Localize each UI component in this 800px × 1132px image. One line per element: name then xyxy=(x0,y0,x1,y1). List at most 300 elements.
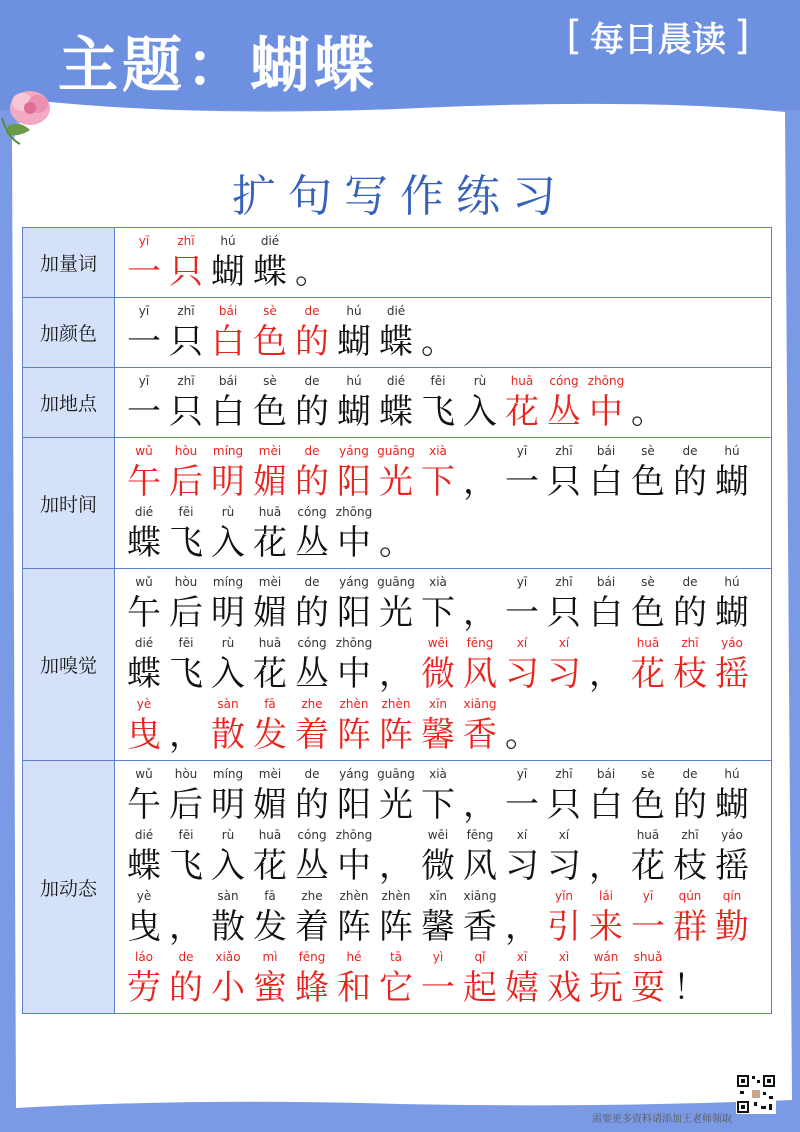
sentence-cell xyxy=(115,228,771,297)
expansion-table xyxy=(22,227,772,1014)
pinyin: xì xyxy=(558,950,570,964)
hanzi: 的 xyxy=(295,593,329,633)
character xyxy=(375,372,417,433)
hanzi: 下 xyxy=(421,785,455,825)
character xyxy=(165,302,207,363)
hanzi: 丛 xyxy=(295,523,329,563)
hanzi: 的 xyxy=(295,785,329,825)
hanzi: 入 xyxy=(211,523,245,563)
character xyxy=(375,765,417,826)
pinyin: xí xyxy=(516,636,528,650)
pinyin: zhī xyxy=(177,304,195,318)
footer-note: 需要更多资料请添加王老师领取 xyxy=(592,1114,732,1125)
character xyxy=(585,887,627,948)
hanzi: 习 xyxy=(547,654,581,694)
pinyin: zhèn xyxy=(381,697,411,711)
hanzi: ， xyxy=(589,846,623,886)
hanzi: 飞 xyxy=(169,846,203,886)
pinyin: guāng xyxy=(377,444,415,458)
character xyxy=(165,372,207,433)
character xyxy=(165,573,207,634)
character xyxy=(669,634,711,695)
hanzi: 一 xyxy=(127,322,161,362)
character xyxy=(375,302,417,363)
hanzi: 蜜 xyxy=(253,968,287,1008)
pinyin: bái xyxy=(218,304,238,318)
character xyxy=(333,372,375,433)
pinyin: yī xyxy=(642,889,654,903)
character xyxy=(375,948,417,1009)
character xyxy=(585,948,627,1009)
character xyxy=(291,887,333,948)
pinyin: zhe xyxy=(301,889,323,903)
sentence-line xyxy=(123,887,765,948)
hanzi: ！ xyxy=(673,968,707,1008)
hanzi: 飞 xyxy=(169,654,203,694)
row-label: 加量词 xyxy=(23,228,115,297)
sentence-line xyxy=(123,372,765,433)
hanzi: 香 xyxy=(463,907,497,947)
hanzi: 的 xyxy=(673,462,707,502)
pinyin: bái xyxy=(596,767,616,781)
hanzi: 丛 xyxy=(295,654,329,694)
pinyin: hú xyxy=(724,444,740,458)
character xyxy=(375,573,417,634)
character xyxy=(501,695,543,756)
pinyin: fēng xyxy=(298,950,326,964)
character xyxy=(291,765,333,826)
character xyxy=(543,372,585,433)
pinyin: hú xyxy=(346,374,362,388)
hanzi: 一 xyxy=(127,252,161,292)
flower-decoration-icon xyxy=(0,78,60,148)
hanzi: 花 xyxy=(631,654,665,694)
hanzi: 蝶 xyxy=(127,654,161,694)
hanzi: ， xyxy=(169,715,203,755)
pinyin: yáng xyxy=(339,767,369,781)
hanzi: 的 xyxy=(673,593,707,633)
character xyxy=(207,372,249,433)
hanzi: 阳 xyxy=(337,593,371,633)
hanzi: 微 xyxy=(421,846,455,886)
pinyin: zhōng xyxy=(335,636,373,650)
character xyxy=(669,948,711,1009)
pinyin: hú xyxy=(724,767,740,781)
pinyin: zhī xyxy=(681,828,699,842)
pinyin: cóng xyxy=(549,374,579,388)
pinyin: míng xyxy=(212,444,244,458)
hanzi: 白 xyxy=(589,785,623,825)
character xyxy=(585,372,627,433)
character xyxy=(375,887,417,948)
character xyxy=(249,232,291,293)
hanzi: 后 xyxy=(169,462,203,502)
character xyxy=(417,887,459,948)
hanzi: 色 xyxy=(253,392,287,432)
sentence-line xyxy=(123,634,765,695)
pinyin: huā xyxy=(510,374,534,388)
hanzi: 只 xyxy=(169,252,203,292)
hanzi: 色 xyxy=(631,785,665,825)
qr-code-icon xyxy=(736,1074,776,1114)
character xyxy=(249,634,291,695)
sentence-line xyxy=(123,302,765,363)
pinyin: de xyxy=(682,575,698,589)
hanzi: 蝶 xyxy=(379,322,413,362)
sentence-cell xyxy=(115,298,771,367)
sentence-line xyxy=(123,503,765,564)
character xyxy=(543,442,585,503)
character xyxy=(333,695,375,756)
character xyxy=(459,442,501,503)
sentence-line xyxy=(123,442,765,503)
character xyxy=(459,887,501,948)
hanzi: 和 xyxy=(337,968,371,1008)
character xyxy=(123,765,165,826)
pinyin: fēi xyxy=(178,636,194,650)
character xyxy=(123,503,165,564)
character xyxy=(333,634,375,695)
pinyin: wēi xyxy=(427,828,449,842)
pinyin: zhèn xyxy=(339,889,369,903)
hanzi: 习 xyxy=(505,654,539,694)
character xyxy=(627,442,669,503)
hanzi: 曳 xyxy=(127,715,161,755)
hanzi: 来 xyxy=(589,907,623,947)
hanzi: 中 xyxy=(589,392,623,432)
pinyin: rù xyxy=(221,505,235,519)
character xyxy=(669,826,711,887)
character xyxy=(711,442,753,503)
row-label: 加颜色 xyxy=(23,298,115,367)
hanzi: 蝴 xyxy=(715,462,749,502)
character xyxy=(291,634,333,695)
pinyin: míng xyxy=(212,575,244,589)
daily-reading-badge xyxy=(554,10,762,62)
character xyxy=(123,634,165,695)
character xyxy=(165,503,207,564)
hanzi: 明 xyxy=(211,593,245,633)
character xyxy=(291,442,333,503)
hanzi: 蝴 xyxy=(715,593,749,633)
pinyin: fēi xyxy=(430,374,446,388)
character xyxy=(375,634,417,695)
pinyin: sàn xyxy=(217,697,239,711)
hanzi: 中 xyxy=(337,654,371,694)
pinyin: cóng xyxy=(297,828,327,842)
hanzi: 阳 xyxy=(337,785,371,825)
character xyxy=(585,826,627,887)
hanzi: 摇 xyxy=(715,654,749,694)
hanzi: 馨 xyxy=(421,907,455,947)
hanzi: 蝶 xyxy=(379,392,413,432)
pinyin: zhōng xyxy=(335,505,373,519)
hanzi: 后 xyxy=(169,593,203,633)
pinyin: huā xyxy=(258,505,282,519)
hanzi: 媚 xyxy=(253,785,287,825)
character xyxy=(375,442,417,503)
hanzi: ， xyxy=(505,907,539,947)
pinyin: zhī xyxy=(177,234,195,248)
hanzi: 花 xyxy=(253,846,287,886)
character xyxy=(249,302,291,363)
pinyin: wǔ xyxy=(135,444,153,458)
sentence-line xyxy=(123,948,765,1009)
hanzi: 午 xyxy=(127,785,161,825)
pinyin: yī xyxy=(138,234,150,248)
pinyin: fēi xyxy=(178,828,194,842)
character xyxy=(291,573,333,634)
hanzi: 一 xyxy=(631,907,665,947)
character xyxy=(417,442,459,503)
row-label: 加地点 xyxy=(23,368,115,437)
pinyin: de xyxy=(682,444,698,458)
character xyxy=(123,372,165,433)
hanzi: 光 xyxy=(379,785,413,825)
hanzi: 只 xyxy=(547,462,581,502)
character xyxy=(333,948,375,1009)
hanzi: 它 xyxy=(379,968,413,1008)
pinyin: wǔ xyxy=(135,767,153,781)
hanzi: 风 xyxy=(463,654,497,694)
pinyin: sàn xyxy=(217,889,239,903)
hanzi: 白 xyxy=(211,392,245,432)
pinyin: xí xyxy=(558,636,570,650)
pinyin: dié xyxy=(386,374,406,388)
hanzi: 嬉 xyxy=(505,968,539,1008)
hanzi: 蝶 xyxy=(127,523,161,563)
pinyin: hòu xyxy=(174,444,198,458)
pinyin: de xyxy=(178,950,194,964)
character xyxy=(333,826,375,887)
hanzi: 蝶 xyxy=(127,846,161,886)
pinyin: zhī xyxy=(177,374,195,388)
pinyin: yáo xyxy=(721,828,743,842)
character xyxy=(543,826,585,887)
character xyxy=(123,695,165,756)
sentence-cell xyxy=(115,368,771,437)
hanzi: 着 xyxy=(295,715,329,755)
character xyxy=(291,503,333,564)
hanzi: 飞 xyxy=(421,392,455,432)
pinyin: zhī xyxy=(555,767,573,781)
hanzi: 。 xyxy=(295,252,329,292)
hanzi: 发 xyxy=(253,715,287,755)
hanzi: 丛 xyxy=(547,392,581,432)
hanzi: 的 xyxy=(295,322,329,362)
character xyxy=(333,765,375,826)
pinyin: xī xyxy=(516,950,528,964)
hanzi: 色 xyxy=(253,322,287,362)
hanzi: 蜂 xyxy=(295,968,329,1008)
hanzi: 午 xyxy=(127,593,161,633)
character xyxy=(375,503,417,564)
character xyxy=(585,573,627,634)
character xyxy=(333,503,375,564)
hanzi: 散 xyxy=(211,907,245,947)
hanzi: ， xyxy=(379,846,413,886)
pinyin: wán xyxy=(593,950,619,964)
character xyxy=(249,442,291,503)
pinyin: de xyxy=(304,444,320,458)
pinyin: mì xyxy=(262,950,278,964)
character xyxy=(669,765,711,826)
hanzi: 花 xyxy=(253,654,287,694)
character xyxy=(711,573,753,634)
pinyin: sè xyxy=(641,575,655,589)
character xyxy=(207,695,249,756)
character xyxy=(459,573,501,634)
character xyxy=(207,503,249,564)
pinyin: guāng xyxy=(377,767,415,781)
character xyxy=(543,948,585,1009)
hanzi: 曳 xyxy=(127,907,161,947)
pinyin: guāng xyxy=(377,575,415,589)
pinyin: hú xyxy=(220,234,236,248)
hanzi: 的 xyxy=(169,968,203,1008)
pinyin: zhōng xyxy=(587,374,625,388)
character xyxy=(123,887,165,948)
hanzi: 发 xyxy=(253,907,287,947)
hanzi: ， xyxy=(379,654,413,694)
pinyin: yáng xyxy=(339,575,369,589)
pinyin: zhī xyxy=(555,444,573,458)
character xyxy=(207,573,249,634)
character xyxy=(333,302,375,363)
character xyxy=(543,634,585,695)
pinyin: huā xyxy=(258,828,282,842)
character xyxy=(249,887,291,948)
table-row xyxy=(23,437,771,568)
character xyxy=(207,232,249,293)
character xyxy=(627,948,669,1009)
hanzi: 馨 xyxy=(421,715,455,755)
sentence-line xyxy=(123,573,765,634)
pinyin: qín xyxy=(722,889,742,903)
character xyxy=(543,887,585,948)
hanzi: 。 xyxy=(421,322,455,362)
pinyin: yī xyxy=(516,444,528,458)
pinyin: rù xyxy=(473,374,487,388)
hanzi: 后 xyxy=(169,785,203,825)
character xyxy=(165,765,207,826)
hanzi: 劳 xyxy=(127,968,161,1008)
hanzi: 一 xyxy=(127,392,161,432)
hanzi: 引 xyxy=(547,907,581,947)
pinyin: xí xyxy=(558,828,570,842)
pinyin: dié xyxy=(260,234,280,248)
character xyxy=(291,372,333,433)
badge-left-bracket: [ xyxy=(566,13,582,59)
sentence-cell xyxy=(115,438,771,568)
sentence-line xyxy=(123,695,765,756)
pinyin: hòu xyxy=(174,575,198,589)
hanzi: 香 xyxy=(463,715,497,755)
character xyxy=(417,765,459,826)
hanzi: 明 xyxy=(211,462,245,502)
pinyin: zhe xyxy=(301,697,323,711)
character xyxy=(627,887,669,948)
pinyin: tā xyxy=(389,950,403,964)
pinyin: yǐn xyxy=(554,889,574,903)
hanzi: 阵 xyxy=(379,907,413,947)
hanzi: 风 xyxy=(463,846,497,886)
character xyxy=(501,887,543,948)
character xyxy=(459,372,501,433)
pinyin: zhī xyxy=(555,575,573,589)
pinyin: zhī xyxy=(681,636,699,650)
pinyin: qún xyxy=(678,889,702,903)
character xyxy=(249,826,291,887)
character xyxy=(669,887,711,948)
character xyxy=(291,948,333,1009)
hanzi: 耍 xyxy=(631,968,665,1008)
pinyin: xiāng xyxy=(463,697,497,711)
hanzi: 微 xyxy=(421,654,455,694)
hanzi: ， xyxy=(463,462,497,502)
character xyxy=(711,634,753,695)
character xyxy=(501,634,543,695)
hanzi: ， xyxy=(463,593,497,633)
pinyin: cóng xyxy=(297,505,327,519)
character xyxy=(123,232,165,293)
pinyin: yáng xyxy=(339,444,369,458)
hanzi: 只 xyxy=(547,593,581,633)
pinyin: sè xyxy=(263,304,277,318)
hanzi: 起 xyxy=(463,968,497,1008)
pinyin: qǐ xyxy=(474,950,486,964)
hanzi: 枝 xyxy=(673,654,707,694)
pinyin: xīn xyxy=(428,697,448,711)
character xyxy=(417,302,459,363)
character xyxy=(207,634,249,695)
character xyxy=(627,573,669,634)
character xyxy=(417,573,459,634)
hanzi: 色 xyxy=(631,593,665,633)
badge-right-bracket: ] xyxy=(734,13,750,59)
character xyxy=(165,887,207,948)
character xyxy=(417,695,459,756)
character xyxy=(501,826,543,887)
pinyin: xí xyxy=(516,828,528,842)
character xyxy=(249,372,291,433)
pinyin: yè xyxy=(136,697,152,711)
character xyxy=(123,302,165,363)
hanzi: 媚 xyxy=(253,593,287,633)
character xyxy=(165,634,207,695)
character xyxy=(249,695,291,756)
character xyxy=(207,887,249,948)
hanzi: 蝴 xyxy=(337,322,371,362)
pinyin: xià xyxy=(429,575,447,589)
pinyin: zhèn xyxy=(339,697,369,711)
pinyin: yī xyxy=(516,575,528,589)
pinyin: zhōng xyxy=(335,828,373,842)
hanzi: 。 xyxy=(505,715,539,755)
hanzi: 入 xyxy=(463,392,497,432)
character xyxy=(501,948,543,1009)
character xyxy=(165,442,207,503)
page-title: 主题：蝴蝶 xyxy=(58,31,378,101)
pinyin: dié xyxy=(134,505,154,519)
character xyxy=(711,887,753,948)
character xyxy=(291,826,333,887)
hanzi: 午 xyxy=(127,462,161,502)
character xyxy=(123,573,165,634)
hanzi: 阵 xyxy=(337,907,371,947)
pinyin: mèi xyxy=(258,575,282,589)
character xyxy=(123,826,165,887)
